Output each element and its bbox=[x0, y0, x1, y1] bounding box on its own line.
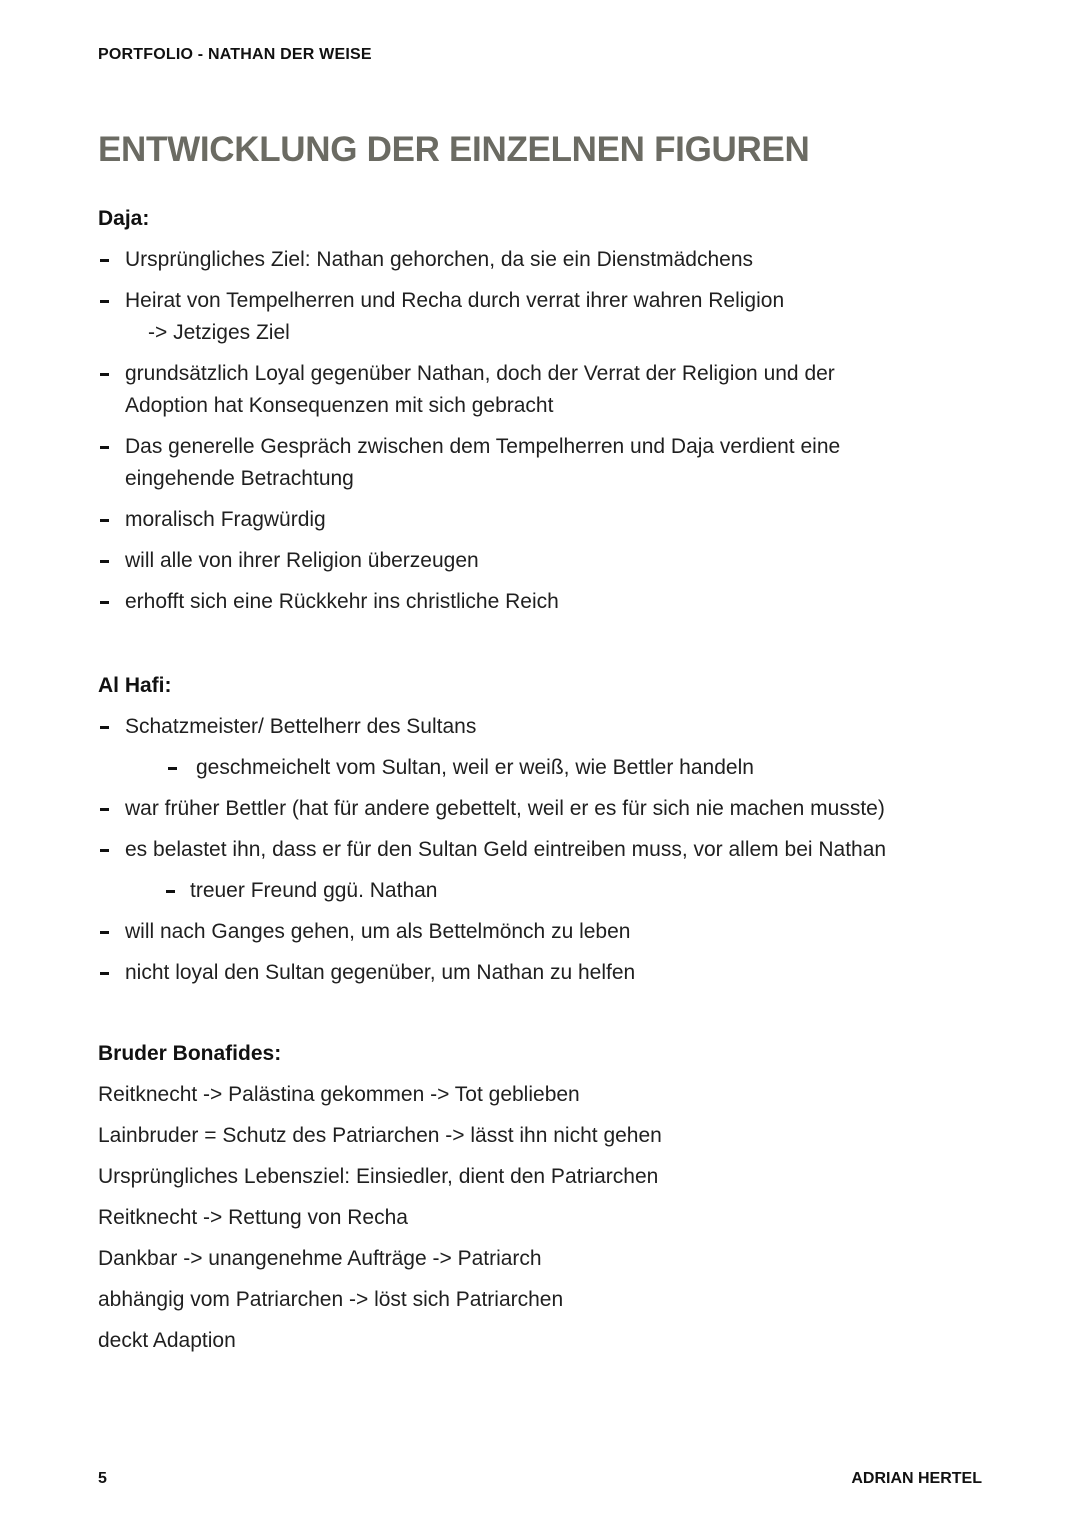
text-line: deckt Adaption bbox=[98, 1329, 236, 1352]
bullet-dash bbox=[100, 972, 109, 975]
section-heading-bonafides: Bruder Bonafides: bbox=[98, 1042, 282, 1065]
sub-list-item: treuer Freund ggü. Nathan bbox=[98, 875, 978, 907]
page-title: ENTWICKLUNG DER EINZELNEN FIGUREN bbox=[98, 130, 810, 169]
text-line: Dankbar -> unangenehme Aufträge -> Patriarch bbox=[98, 1247, 542, 1270]
text-line: Lainbruder = Schutz des Patriarchen -> lässt ihn nicht gehen bbox=[98, 1124, 662, 1147]
list-item: will nach Ganges gehen, um als Bettelmönch zu leben bbox=[98, 916, 978, 948]
bullet-dash bbox=[100, 849, 109, 852]
sub-list-item: geschmeichelt vom Sultan, weil er weiß, wie Bettler handeln bbox=[98, 752, 978, 784]
bullet-dash bbox=[100, 300, 109, 303]
bullet-dash bbox=[168, 767, 177, 770]
text-line: abhängig vom Patriarchen -> löst sich Patriarchen bbox=[98, 1288, 564, 1311]
list-item: es belastet ihn, dass er für den Sultan Geld eintreiben muss, vor allem bei Nathan bbox=[98, 834, 978, 866]
section-al-hafi bbox=[98, 670, 978, 998]
section-heading-al-hafi: Al Hafi: bbox=[98, 674, 172, 697]
bullet-dash bbox=[100, 373, 109, 376]
bullet-dash bbox=[100, 931, 109, 934]
section-bruder-bonafides bbox=[98, 1038, 978, 1366]
page-number: 5 bbox=[98, 1470, 107, 1487]
list-item: nicht loyal den Sultan gegenüber, um Nathan zu helfen bbox=[98, 957, 978, 989]
author-name: ADRIAN HERTEL bbox=[851, 1470, 982, 1487]
list-item: Schatzmeister/ Bettelherr des Sultans bbox=[98, 711, 978, 743]
bullet-dash bbox=[100, 560, 109, 563]
text-line: Ursprüngliches Lebensziel: Einsiedler, dient den Patriarchen bbox=[98, 1165, 659, 1188]
list-item: will alle von ihrer Religion überzeugen bbox=[98, 545, 978, 577]
list-item: grundsätzlich Loyal gegenüber Nathan, doch der Verrat der Religion und der Adoption hat Konsequenzen mit sich gebracht bbox=[98, 358, 915, 422]
bullet-dash bbox=[100, 259, 109, 262]
page-header: PORTFOLIO - NATHAN DER WEISE bbox=[98, 46, 372, 63]
text-line: Reitknecht -> Palästina gekommen -> Tot geblieben bbox=[98, 1083, 580, 1106]
list-item: war früher Bettler (hat für andere gebettelt, weil er es für sich nie machen musste) bbox=[98, 793, 978, 825]
list-item: Das generelle Gespräch zwischen dem Tempelherren und Daja verdient eine eingehende Betrachtung bbox=[98, 431, 915, 495]
list-item: erhofft sich eine Rückkehr ins christliche Reich bbox=[98, 586, 978, 618]
bullet-dash bbox=[100, 519, 109, 522]
bullet-dash bbox=[100, 601, 109, 604]
list-item: moralisch Fragwürdig bbox=[98, 504, 978, 536]
section-daja bbox=[98, 203, 978, 627]
list-item: Ursprüngliches Ziel: Nathan gehorchen, da sie ein Dienstmädchens bbox=[98, 244, 978, 276]
list-item-continuation: -> Jetziges Ziel bbox=[148, 321, 290, 344]
list-item: Heirat von Tempelherren und Recha durch verrat ihrer wahren Religion bbox=[98, 285, 978, 317]
bullet-dash bbox=[166, 890, 175, 893]
bullet-dash bbox=[100, 808, 109, 811]
bullet-dash bbox=[100, 446, 109, 449]
bullet-dash bbox=[100, 726, 109, 729]
text-line: Reitknecht -> Rettung von Recha bbox=[98, 1206, 408, 1229]
section-heading-daja: Daja: bbox=[98, 207, 150, 230]
